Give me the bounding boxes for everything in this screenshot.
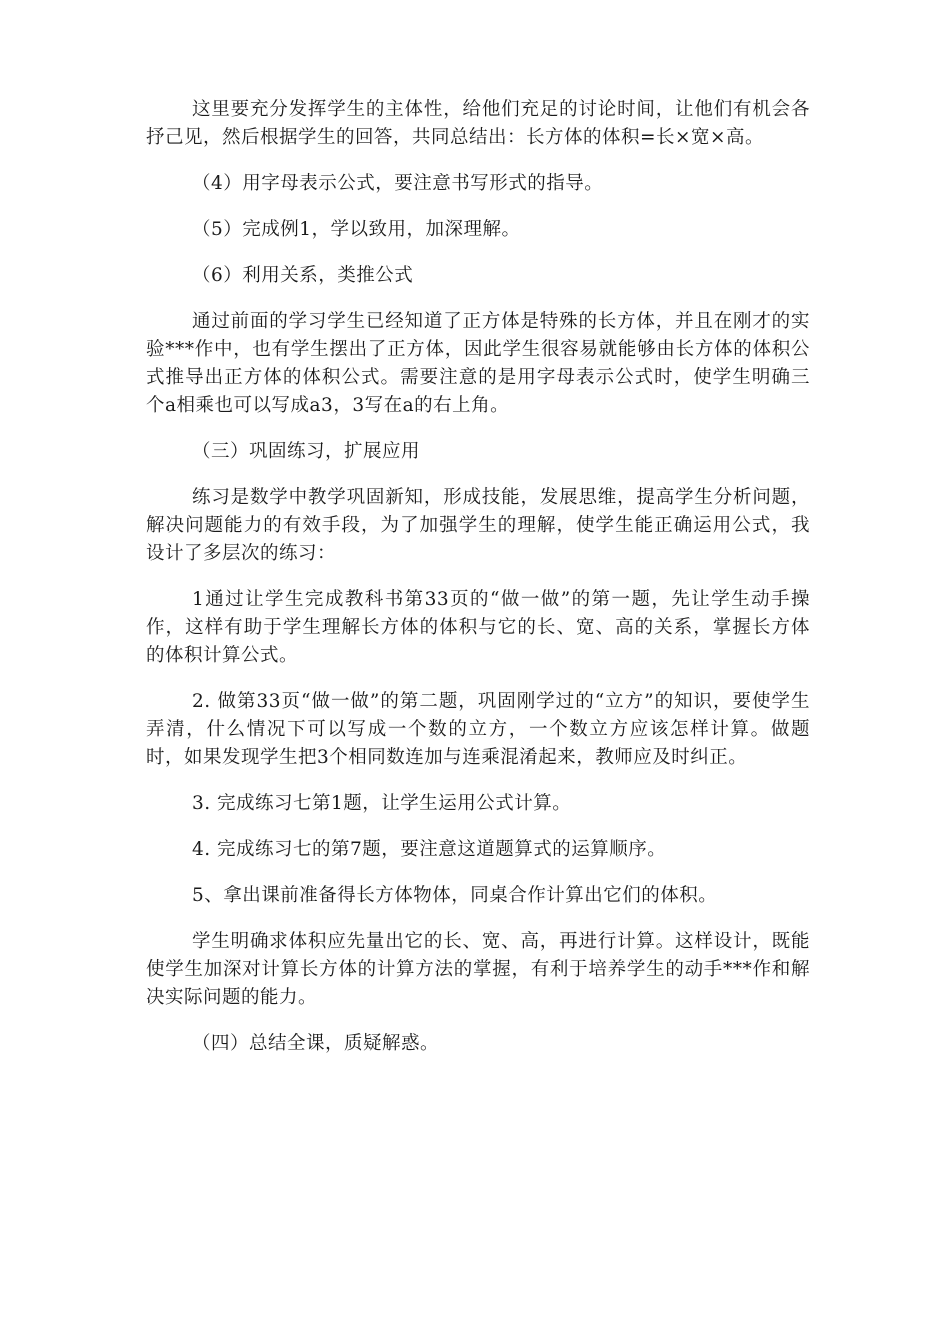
paragraph-step-6: （6）利用关系，类推公式 xyxy=(192,265,414,286)
paragraph-practice-intro: 练习是数学中教学巩固新知，形成技能，发展思维，提高学生分析问题，解决问题能力的有效手段，为了加强学生的理解，使学生能正确运用公式，我设计了多层次的练习： xyxy=(146,487,810,564)
paragraph-exercise-5: 5、拿出课前准备得长方体物体，同桌合作计算出它们的体积。 xyxy=(192,885,718,906)
paragraph-exercise-2: 2. 做第33页“做一做”的第二题，巩固刚学过的“立方”的知识，要使学生弄清，什么情况下可以写成一个数的立方，一个数立方应该怎样计算。做题时，如果发现学生把3个相同数连加与连乘混淆起来，教师应及时纠正。 xyxy=(146,691,810,768)
paragraph-step-5: （5）完成例1，学以致用，加深理解。 xyxy=(192,219,521,240)
paragraph-exercise-4: 4. 完成练习七的第7题，要注意这道题算式的运算顺序。 xyxy=(192,839,667,860)
paragraph-design-purpose: 学生明确求体积应先量出它的长、宽、高，再进行计算。这样设计，既能使学生加深对计算长方体的计算方法的掌握，有利于培养学生的动手***作和解决实际问题的能力。 xyxy=(146,931,810,1008)
paragraph-exercise-3: 3. 完成练习七第1题，让学生运用公式计算。 xyxy=(192,793,572,814)
document-page xyxy=(146,96,810,1076)
paragraph-cube-formula: 通过前面的学习学生已经知道了正方体是特殊的长方体，并且在刚才的实验***作中，也有学生摆出了正方体，因此学生很容易就能够由长方体的体积公式推导出正方体的体积公式。需要注意的是用字母表示公式时，使学生明确三个a相乘也可以写成a3，3写在a的右上角。 xyxy=(146,311,810,416)
paragraph-step-4: （4）用字母表示公式，要注意书写形式的指导。 xyxy=(192,173,604,194)
section-heading-practice: （三）巩固练习，扩展应用 xyxy=(192,441,421,462)
paragraph-volume-formula: 这里要充分发挥学生的主体性，给他们充足的讨论时间，让他们有机会各抒己见，然后根据学生的回答，共同总结出：长方体的体积=长×宽×高。 xyxy=(146,99,810,148)
section-heading-summary: （四）总结全课，质疑解惑。 xyxy=(192,1033,440,1054)
paragraph-exercise-1: 1通过让学生完成教科书第33页的“做一做”的第一题，先让学生动手操作，这样有助于学生理解长方体的体积与它的长、宽、高的关系，掌握长方体的体积计算公式。 xyxy=(146,589,810,666)
